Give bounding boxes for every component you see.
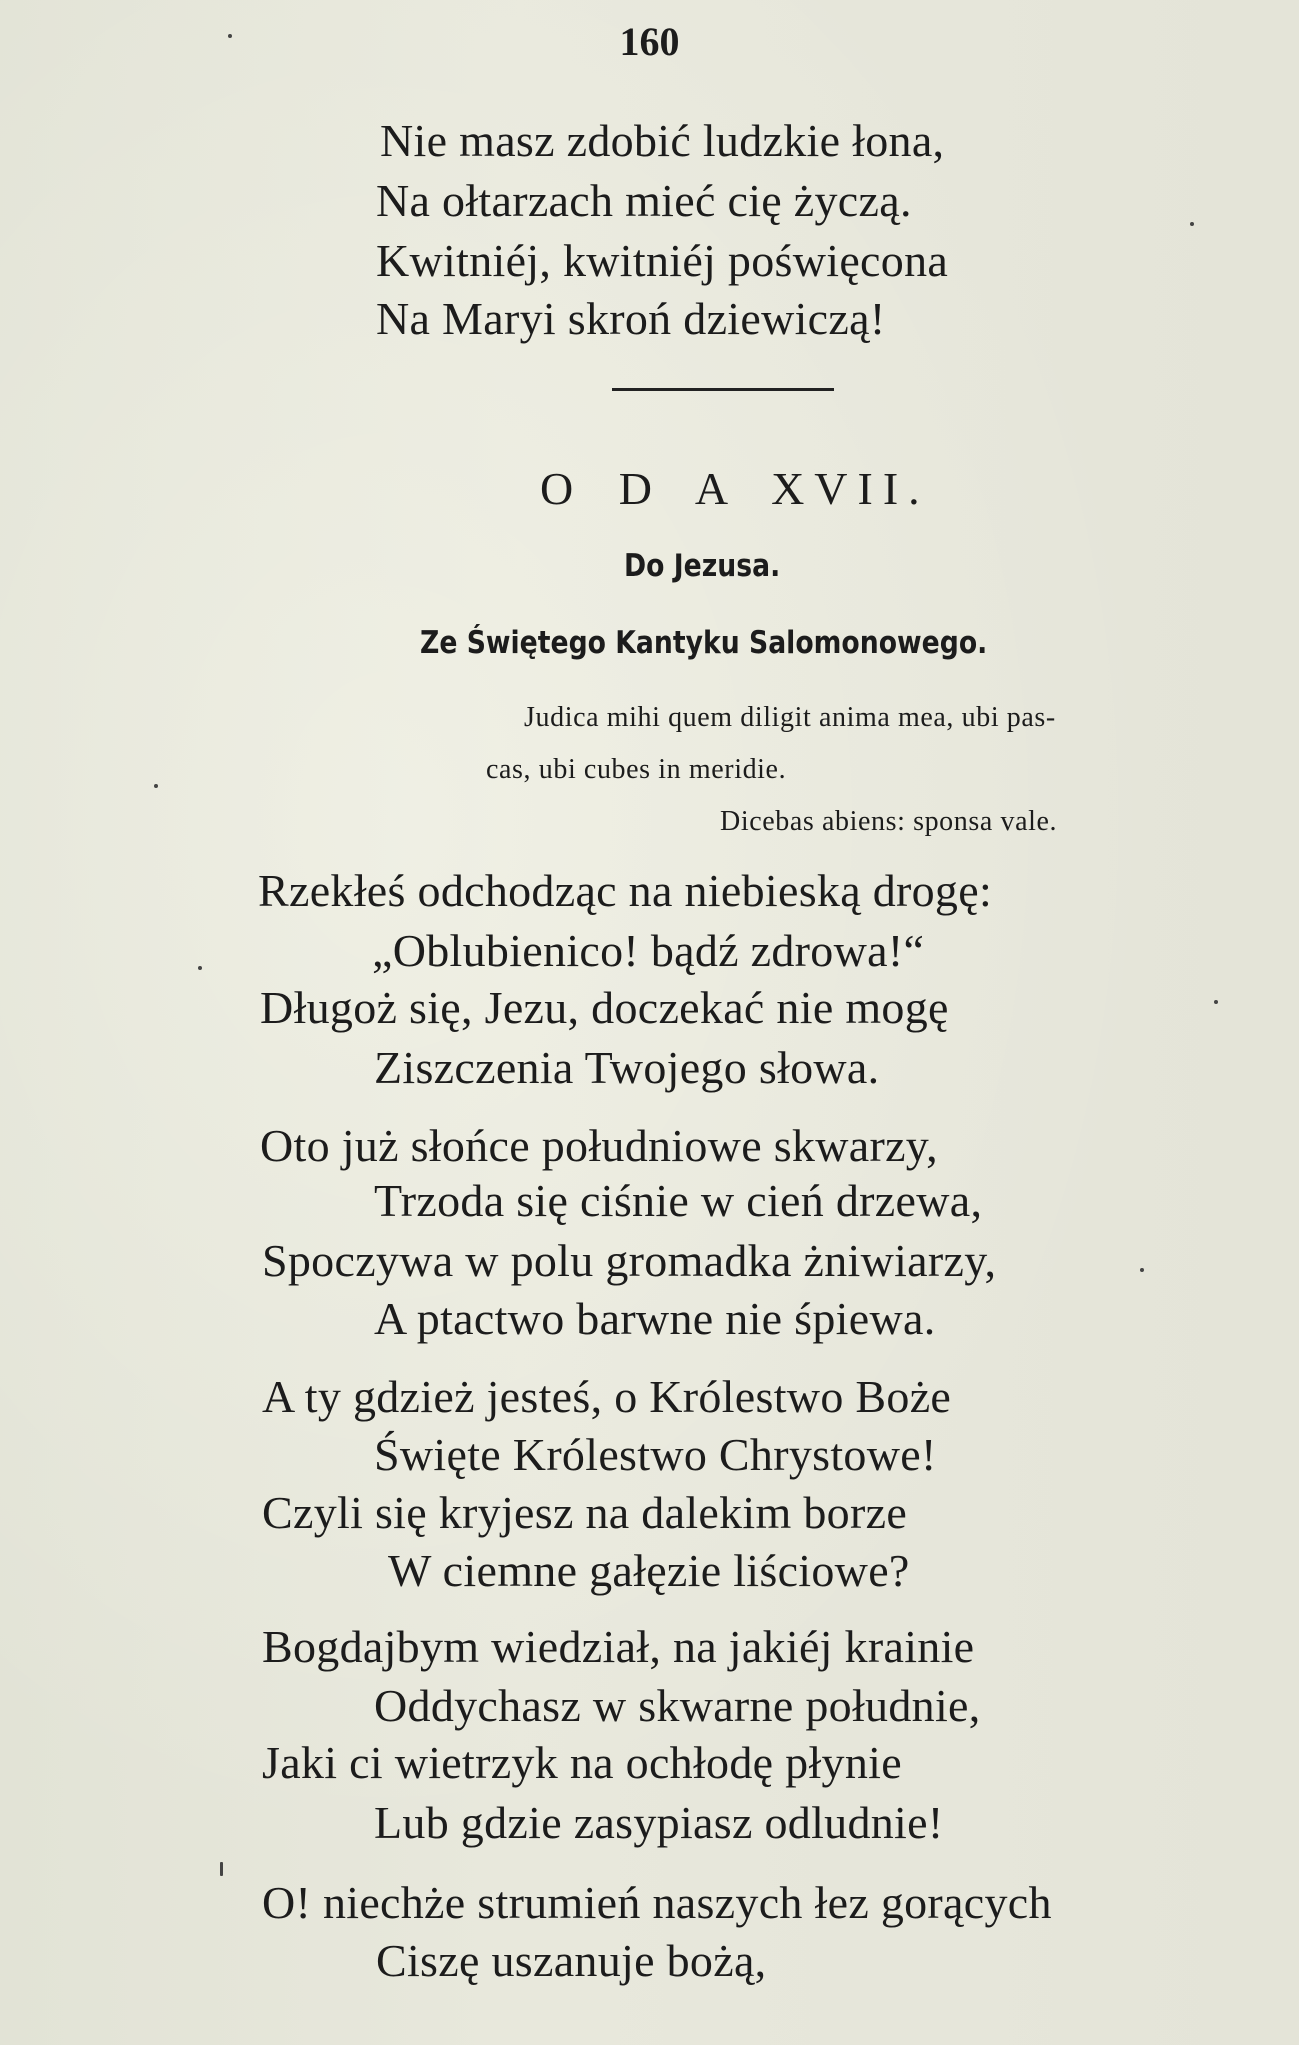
verse-line: Bogdajbym wiedział, na jakiéj krainie (262, 1621, 975, 1672)
verse-line: Spoczywa w polu gromadka żniwiarzy, (262, 1235, 997, 1286)
paper-speck (154, 784, 158, 788)
verse-line: Długoż się, Jezu, doczekać nie mogę (260, 982, 949, 1033)
verse-line: Na ołtarzach mieć cię życzą. (376, 175, 912, 226)
verse-line: Trzoda się ciśnie w cień drzewa, (374, 1175, 983, 1226)
epigraph-line: Judica mihi quem diligit anima mea, ubi pas- (524, 702, 1056, 733)
verse-line: Kwitniéj, kwitniéj poświęcona (376, 235, 949, 286)
verse-line: „Oblubienico! bądź zdrowa!“ (372, 925, 925, 976)
paper-speck (228, 34, 232, 38)
paper-speck (198, 966, 202, 970)
verse-line: O! niechże strumień naszych łez gorących (262, 1877, 1052, 1928)
ode-source: Ze Świętego Kantyku Salomonowego. (420, 625, 988, 661)
verse-line: Rzekłeś odchodząc na niebieską drogę: (258, 865, 993, 916)
verse-line: Oto już słońce południowe skwarzy, (260, 1120, 938, 1171)
paper-speck (1190, 222, 1194, 226)
verse-line: Ciszę uszanuje bożą, (376, 1935, 767, 1986)
epigraph-line: cas, ubi cubes in meridie. (486, 754, 787, 785)
verse-line: W ciemne gałęzie liściowe? (388, 1545, 910, 1596)
verse-line: Lub gdzie zasypiasz odludnie! (374, 1797, 944, 1848)
verse-line: Czyli się kryjesz na dalekim borze (262, 1487, 908, 1538)
ode-dedication: Do Jezusa. (624, 548, 781, 584)
verse-line: Święte Królestwo Chrystowe! (374, 1429, 937, 1480)
ode-title: O D A XVII. (540, 463, 930, 514)
verse-line: A ptactwo barwne nie śpiewa. (374, 1293, 936, 1344)
paper-speck (1140, 1268, 1144, 1272)
verse-line: Jaki ci wietrzyk na ochłodę płynie (262, 1737, 902, 1788)
paper-speck (1214, 1000, 1218, 1004)
paper-speck (220, 1862, 223, 1876)
verse-line: Ziszczenia Twojego słowa. (374, 1042, 880, 1093)
page-number: 160 (619, 19, 680, 64)
verse-line: A ty gdzież jesteś, o Królestwo Boże (262, 1371, 952, 1422)
section-divider (612, 388, 834, 391)
verse-line: Nie masz zdobić ludzkie łona, (380, 115, 945, 166)
verse-line: Na Maryi skroń dziewiczą! (376, 293, 886, 344)
verse-line: Oddychasz w skwarne południe, (374, 1680, 981, 1731)
epigraph-line: Dicebas abiens: sponsa vale. (720, 806, 1058, 837)
